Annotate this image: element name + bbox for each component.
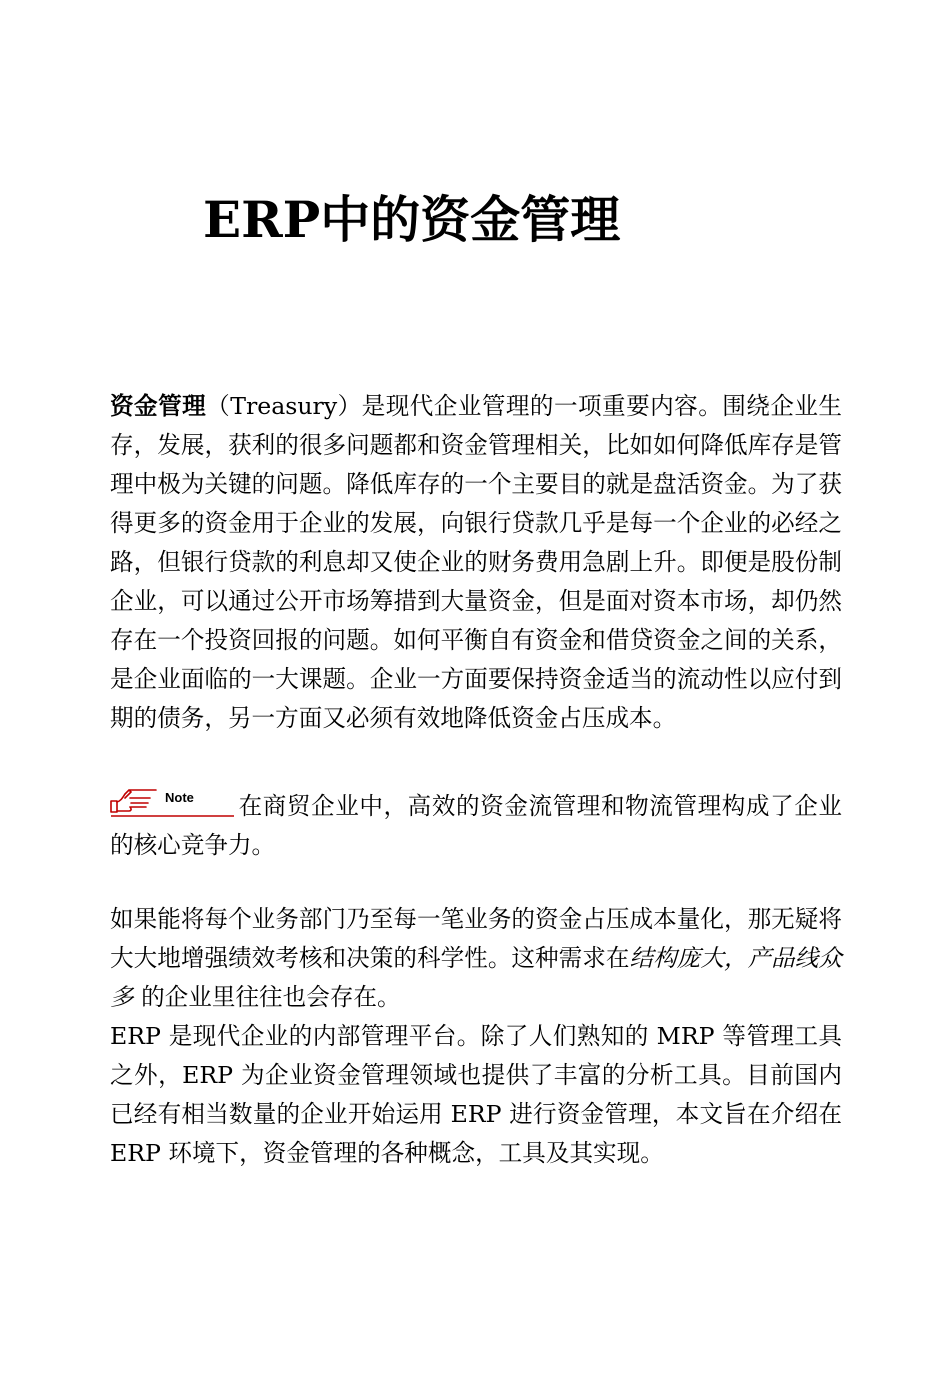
intro-paragraph bbox=[110, 387, 842, 738]
note-label: Note bbox=[165, 790, 194, 805]
document-title: ERP中的资金管理 bbox=[203, 190, 621, 249]
italic-emphasis: 结构庞大，产品线众多 bbox=[110, 944, 843, 1011]
note-badge bbox=[110, 788, 236, 818]
note-text: 在商贸企业中，高效的资金流管理和物流管理构成了企业的核心竞争力。 bbox=[110, 792, 842, 859]
erp-paragraph: ERP 是现代企业的内部管理平台。除了人们熟知的 MRP 等管理工具之外，ERP 为企业资金管理领域也提供了丰富的分析工具。目前国内已经有相当数量的企业开始运用 ERP 进行资金管理，本文旨在介绍在 ERP 环境下，资金管理的各种概念，工具及其实现。 bbox=[110, 1022, 842, 1167]
note-block bbox=[110, 787, 842, 865]
intro-paragraph-text: （Treasury）是现代企业管理的一项重要内容。围绕企业生存，发展，获利的很多问题都和资金管理相关，比如如何降低库存是管理中极为关键的问题。降低库存的一个主要目的就是盘活资金。为了获得更多的资金用于企业的发展，向银行贷款几乎是每一个企业的必经之路，但银行贷款的利息却又使企业的财务费用急剧上升。即便是股份制企业，可以通过公开市场筹措到大量资金，但是面对资本市场，却仍然存在一个投资回报的问题。如何平衡自有资金和借贷资金之间的关系，是企业面临的一大课题。企业一方面要保持资金适当的流动性以应付到期的债务，另一方面又必须有效地降低资金占压成本。 bbox=[110, 392, 842, 732]
content-section bbox=[110, 900, 842, 1173]
treasury-term: 资金管理 bbox=[110, 392, 207, 420]
quantification-paragraph: 如果能将每个业务部门乃至每一笔业务的资金占压成本量化，那无疑将大大地增强绩效考核和决策的科学性。这种需求在结构庞大，产品线众多 的企业里往往也会存在。 bbox=[110, 905, 843, 1011]
